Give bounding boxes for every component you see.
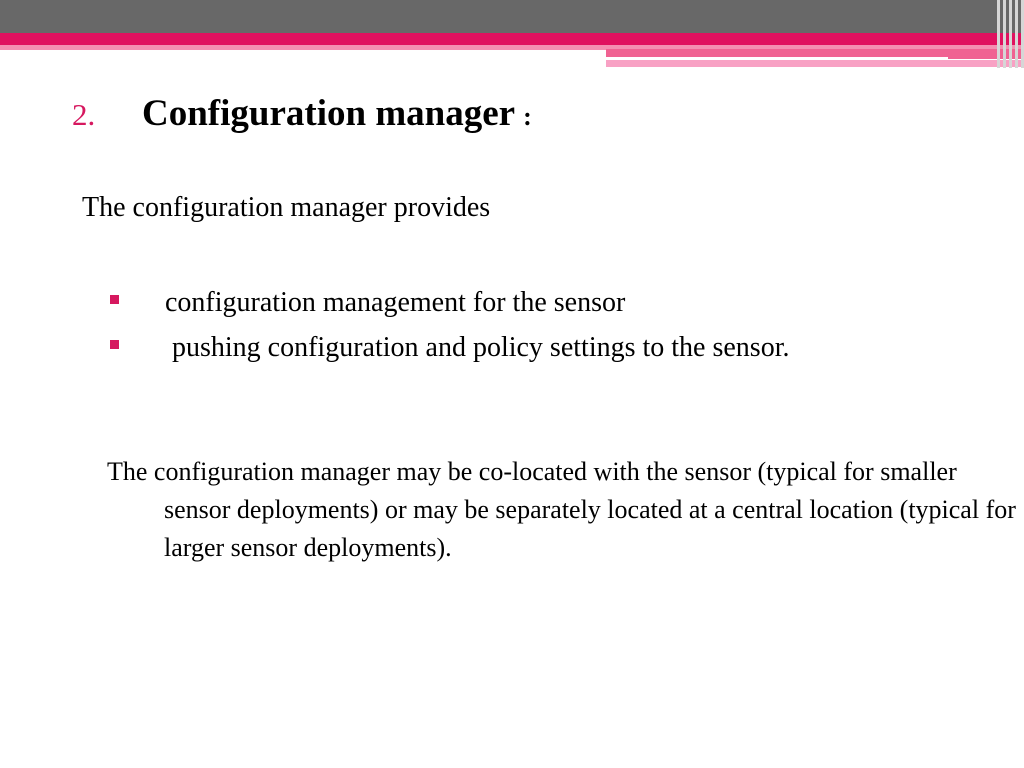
stripe xyxy=(1015,0,1018,68)
stripe xyxy=(997,0,1000,68)
slide-heading xyxy=(72,92,532,135)
heading-colon: : xyxy=(523,102,532,131)
stripe xyxy=(1003,0,1006,68)
header-accent-line xyxy=(606,57,948,59)
bullet-item xyxy=(104,327,924,369)
bullet-text: configuration management for the sensor xyxy=(165,287,626,318)
bullet-item xyxy=(104,282,924,324)
intro-text: The configuration manager provides xyxy=(82,192,491,223)
square-bullet-icon xyxy=(110,340,119,349)
body-paragraph: The configuration manager may be co-located with the sensor (typical for smaller sensor deployments) or may be separately located at a central location (typical for larger sensor deployments). xyxy=(107,457,1016,562)
stripe xyxy=(1009,0,1012,68)
square-bullet-icon xyxy=(110,295,119,304)
header-stripes-decoration xyxy=(990,0,1024,68)
bullet-list xyxy=(104,282,924,372)
heading-number: 2. xyxy=(72,97,96,132)
header-accent-bar-light xyxy=(606,60,1024,67)
bullet-text: pushing configuration and policy settings to the sensor. xyxy=(165,332,790,363)
header-band-gray xyxy=(0,0,1024,33)
heading-title: Configuration manager xyxy=(142,93,516,134)
header-band-pink xyxy=(0,33,1024,45)
